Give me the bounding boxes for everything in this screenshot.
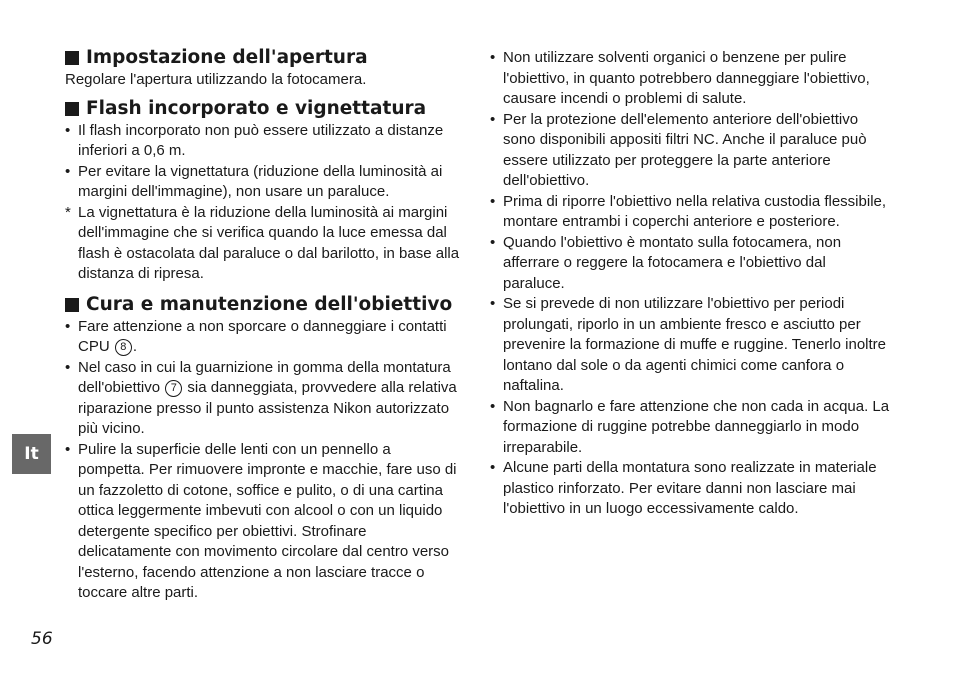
list-item (490, 233, 890, 295)
heading-apertura-text: Impostazione dell'apertura (86, 47, 368, 68)
list-item-text: Per evitare la vignettatura (riduzione della luminosità ai margini dell'immagine), non usare un paraluce. (78, 162, 443, 200)
list-item-text: Pulire la superficie delle lenti con un pennello a pompetta. Per rimuovere impronte e macchie, fare uso di un fazzoletto di cotone, soffice e pulito, o di una cartina ottica leggermente imbevuti con alcool o con un liquido detergente specifico per obiettivi. Strofinare delicatamente con movimento circolare dal centro verso l'esterno, facendo attenzione a non lasciare tracce o toccare altre parti. (78, 440, 457, 601)
bullet-marker: • (65, 317, 71, 335)
heading-apertura (65, 46, 460, 70)
bullet-marker: • (490, 110, 496, 128)
bullet-marker: • (490, 459, 496, 476)
bullet-marker: • (490, 397, 496, 415)
heading-cura-text: Cura e manutenzione dell'obiettivo (86, 293, 453, 315)
list-item-text: Non utilizzare solventi organici o benzene per pulire l'obiettivo, in quanto potrebbero danneggiare l'obiettivo, causare incendi o problemi di salute. (503, 49, 870, 107)
list-item-text: Per la protezione dell'elemento anteriore dell'obiettivo sono disponibili appositi filtri NC. Anche il paraluce può essere utilizzato per proteggere la parte anteriore dell'obiettivo. (503, 110, 867, 189)
circled-number-7-icon: 7 (165, 380, 182, 397)
list-item (490, 192, 890, 233)
apertura-text: Regolare l'apertura utilizzando la fotocamera. (65, 71, 367, 88)
bullet-marker: • (490, 233, 496, 251)
bullet-marker: • (65, 121, 71, 139)
list-item (490, 397, 890, 459)
care-list-continued (490, 48, 890, 520)
list-item (490, 294, 890, 397)
asterisk-marker: * (65, 203, 71, 221)
list-item (65, 121, 460, 162)
bullet-marker: • (65, 358, 71, 376)
list-item (65, 358, 460, 440)
list-item (65, 317, 460, 358)
list-item-text: Se si prevede di non utilizzare l'obiettivo per periodi prolungati, riporlo in un ambiente fresco e asciutto per prevenire la formazione di muffe e ruggine. Tenerlo inoltre lontano dal sole o da agenti chimici come canfora o naftalina. (503, 295, 886, 394)
list-item-text: Nel caso in cui la guarnizione in gomma della montatura dell'obiettivo (78, 358, 451, 396)
heading-flash-text: Flash incorporato e vignettatura (86, 97, 427, 119)
list-item-text: Il flash incorporato non può essere utilizzato a distanze inferiori a 0,6 m. (78, 121, 444, 159)
list-item-text-end: sia danneggiata, provvedere alla relativa riparazione presso il punto assistenza Nikon autorizzato più vicino. (78, 379, 457, 437)
bullet-marker: • (490, 295, 496, 312)
list-item-text: Fare attenzione a non sporcare o danneggiare i contatti CPU (78, 317, 447, 355)
list-item-text-end: . (132, 338, 138, 355)
list-item (490, 48, 890, 110)
circled-number-8-icon: 8 (115, 339, 132, 356)
page-number: 56 (31, 629, 53, 649)
square-bullet-icon (65, 298, 79, 312)
footnote-text: La vignettatura è la riduzione della luminosità ai margini dell'immagine che si verifica quando la luce emessa dal flash è ostacolata dal paraluce o dal barilotto, in base alla distanza di ripresa. (78, 203, 460, 282)
language-tab-label: It (24, 444, 39, 464)
footnote-item (65, 203, 460, 285)
bullet-marker: • (490, 192, 496, 210)
bullet-marker: • (65, 440, 71, 458)
language-tab (12, 434, 51, 474)
list-item-text: Quando l'obiettivo è montato sulla fotocamera, non afferrare o reggere la fotocamera e l'obiettivo dal paraluce. (503, 233, 842, 292)
bullet-marker: • (65, 162, 71, 180)
list-item-text: Alcune parti della montatura sono realizzate in materiale plastico rinforzato. Per evitare danni non lasciare mai l'obiettivo in un luogo eccessivamente caldo. (503, 459, 877, 517)
square-bullet-icon (65, 102, 79, 116)
heading-cura (65, 293, 460, 317)
left-column (65, 46, 460, 604)
list-item (65, 162, 460, 203)
list-item-text: Prima di riporre l'obiettivo nella relativa custodia flessibile, montare entrambi i coperchi anteriore e posteriore. (503, 192, 887, 230)
list-item (490, 110, 890, 192)
square-bullet-icon (65, 51, 79, 65)
right-column (490, 48, 890, 520)
list-item (65, 440, 460, 604)
cura-list (65, 317, 460, 604)
bullet-marker: • (490, 49, 496, 66)
list-item-text: Non bagnarlo e fare attenzione che non cada in acqua. La formazione di ruggine potrebbe danneggiarlo in modo irreparabile. (503, 397, 890, 456)
list-item (490, 458, 890, 520)
heading-flash (65, 97, 460, 121)
flash-list (65, 121, 460, 285)
